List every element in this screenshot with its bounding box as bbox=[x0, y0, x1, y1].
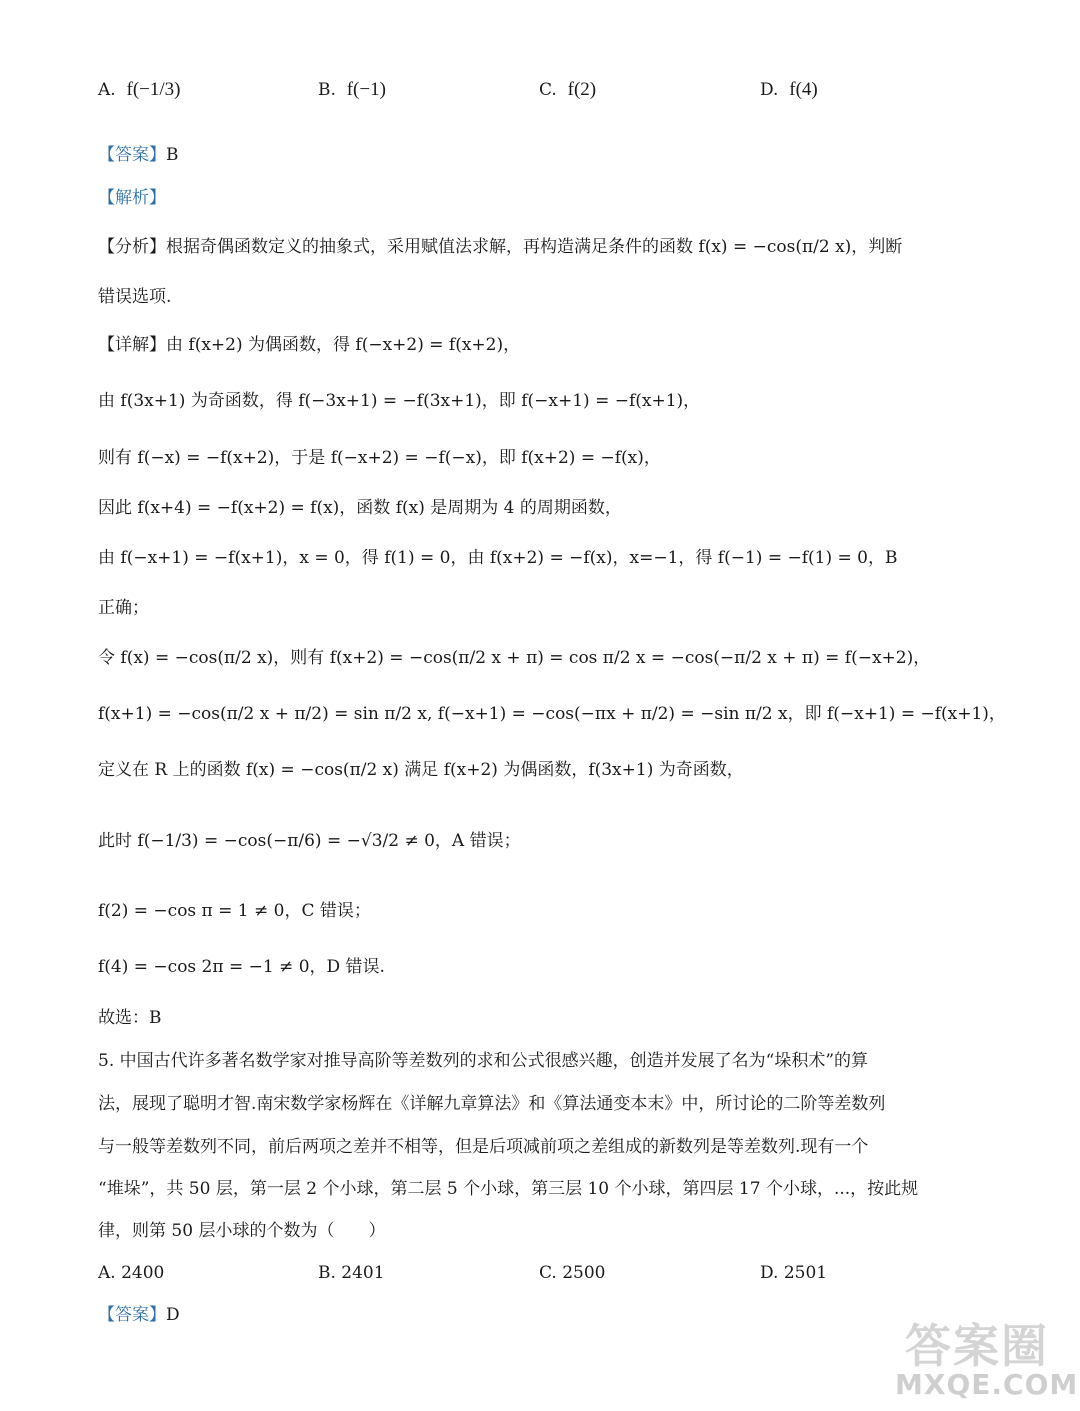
option-c: C. f(2) bbox=[539, 79, 597, 100]
detail-line-5: 由 f(−x+1) = −f(x+1)，x = 0，得 f(1) = 0，由 f(x+2) = −f(x)，x=−1，得 f(−1) = −f(1) = 0，B bbox=[98, 548, 898, 568]
detail-line-3: 则有 f(−x) = −f(x+2)，于是 f(−x+2) = −f(−x)，即 f(x+2) = −f(x)， bbox=[98, 448, 661, 468]
detail-line-9: 定义在 R 上的函数 f(x) = −cos(π/2 x) 满足 f(x+2) 为偶函数，f(3x+1) 为奇函数， bbox=[98, 760, 744, 780]
q5-answer-tag: 【答案】 bbox=[98, 1305, 166, 1325]
watermark-top-text: 答案圈 bbox=[905, 1319, 1049, 1373]
detail-line-1: 【详解】由 f(x+2) 为偶函数，得 f(−x+2) = f(x+2)， bbox=[98, 335, 521, 355]
detail-line-8: f(x+1) = −cos(π/2 x + π/2) = sin π/2 x, f(−x+1) = −cos(−πx + π/2) = −sin π/2 x，即 f(−x+1) = −f(x+1)， bbox=[98, 704, 1006, 724]
detail-line-2: 由 f(3x+1) 为奇函数，得 f(−3x+1) = −f(3x+1)，即 f(−x+1) = −f(x+1)， bbox=[98, 391, 701, 411]
q5-option-d: D. 2501 bbox=[760, 1263, 828, 1283]
option-a: A. f(−1/3) bbox=[98, 79, 181, 100]
q5-answer-value: D bbox=[166, 1305, 180, 1325]
detail-conclusion: 故选：B bbox=[98, 1008, 162, 1028]
detail-line-4: 因此 f(x+4) = −f(x+2) = f(x)，函数 f(x) 是周期为 4 的周期函数， bbox=[98, 498, 622, 518]
detail-line-10: 此时 f(−1/3) = −cos(−π/6) = −√3/2 ≠ 0，A 错误； bbox=[98, 831, 521, 851]
q5-answer-line bbox=[98, 1303, 180, 1327]
q5-line-5: 律，则第 50 层小球的个数为（ ） bbox=[98, 1221, 386, 1241]
option-d: D. f(4) bbox=[760, 79, 818, 100]
watermark-logo bbox=[895, 1310, 1079, 1410]
answer-tag: 【答案】 bbox=[98, 145, 166, 165]
q5-line-1: 5. 中国古代许多著名数学家对推导高阶等差数列的求和公式很感兴趣，创造并发展了名为“垛积术”的算 bbox=[98, 1051, 869, 1071]
jiexi-tag: 【解析】 bbox=[98, 188, 166, 208]
q5-line-2: 法，展现了聪明才智.南宋数学家杨辉在《详解九章算法》和《算法通变本末》中，所讨论的二阶等差数列 bbox=[98, 1094, 886, 1114]
analysis-line-1: 【分析】根据奇偶函数定义的抽象式，采用赋值法求解，再构造满足条件的函数 f(x) = −cos(π/2 x)，判断 bbox=[98, 237, 903, 257]
detail-line-7: 令 f(x) = −cos(π/2 x)，则有 f(x+2) = −cos(π/2 x + π) = cos π/2 x = −cos(−π/2 x + π) = f(−x+2)， bbox=[98, 648, 931, 668]
q5-option-a: A. 2400 bbox=[98, 1263, 165, 1283]
detail-tag: 【详解】 bbox=[98, 335, 166, 355]
q5-line-4: “堆垛”，共 50 层，第一层 2 个小球，第二层 5 个小球，第三层 10 个小球，第四层 17 个小球，...，按此规 bbox=[98, 1179, 919, 1199]
detail-line-12: f(4) = −cos 2π = −1 ≠ 0，D 错误. bbox=[98, 957, 385, 977]
answer-value: B bbox=[166, 145, 179, 165]
watermark-bottom-text: MXQE.COM bbox=[895, 1368, 1079, 1401]
detail-line-6: 正确； bbox=[98, 598, 149, 618]
answer-line bbox=[98, 143, 179, 167]
analysis-tag: 【分析】 bbox=[98, 237, 166, 257]
option-b: B. f(−1) bbox=[318, 79, 386, 100]
q5-line-3: 与一般等差数列不同，前后两项之差并不相等，但是后项减前项之差组成的新数列是等差数列.现有一个 bbox=[98, 1137, 869, 1157]
analysis-line-2: 错误选项. bbox=[98, 287, 172, 307]
q5-option-c: C. 2500 bbox=[539, 1263, 606, 1283]
detail-line-11: f(2) = −cos π = 1 ≠ 0，C 错误； bbox=[98, 901, 371, 921]
q5-option-b: B. 2401 bbox=[318, 1263, 385, 1283]
